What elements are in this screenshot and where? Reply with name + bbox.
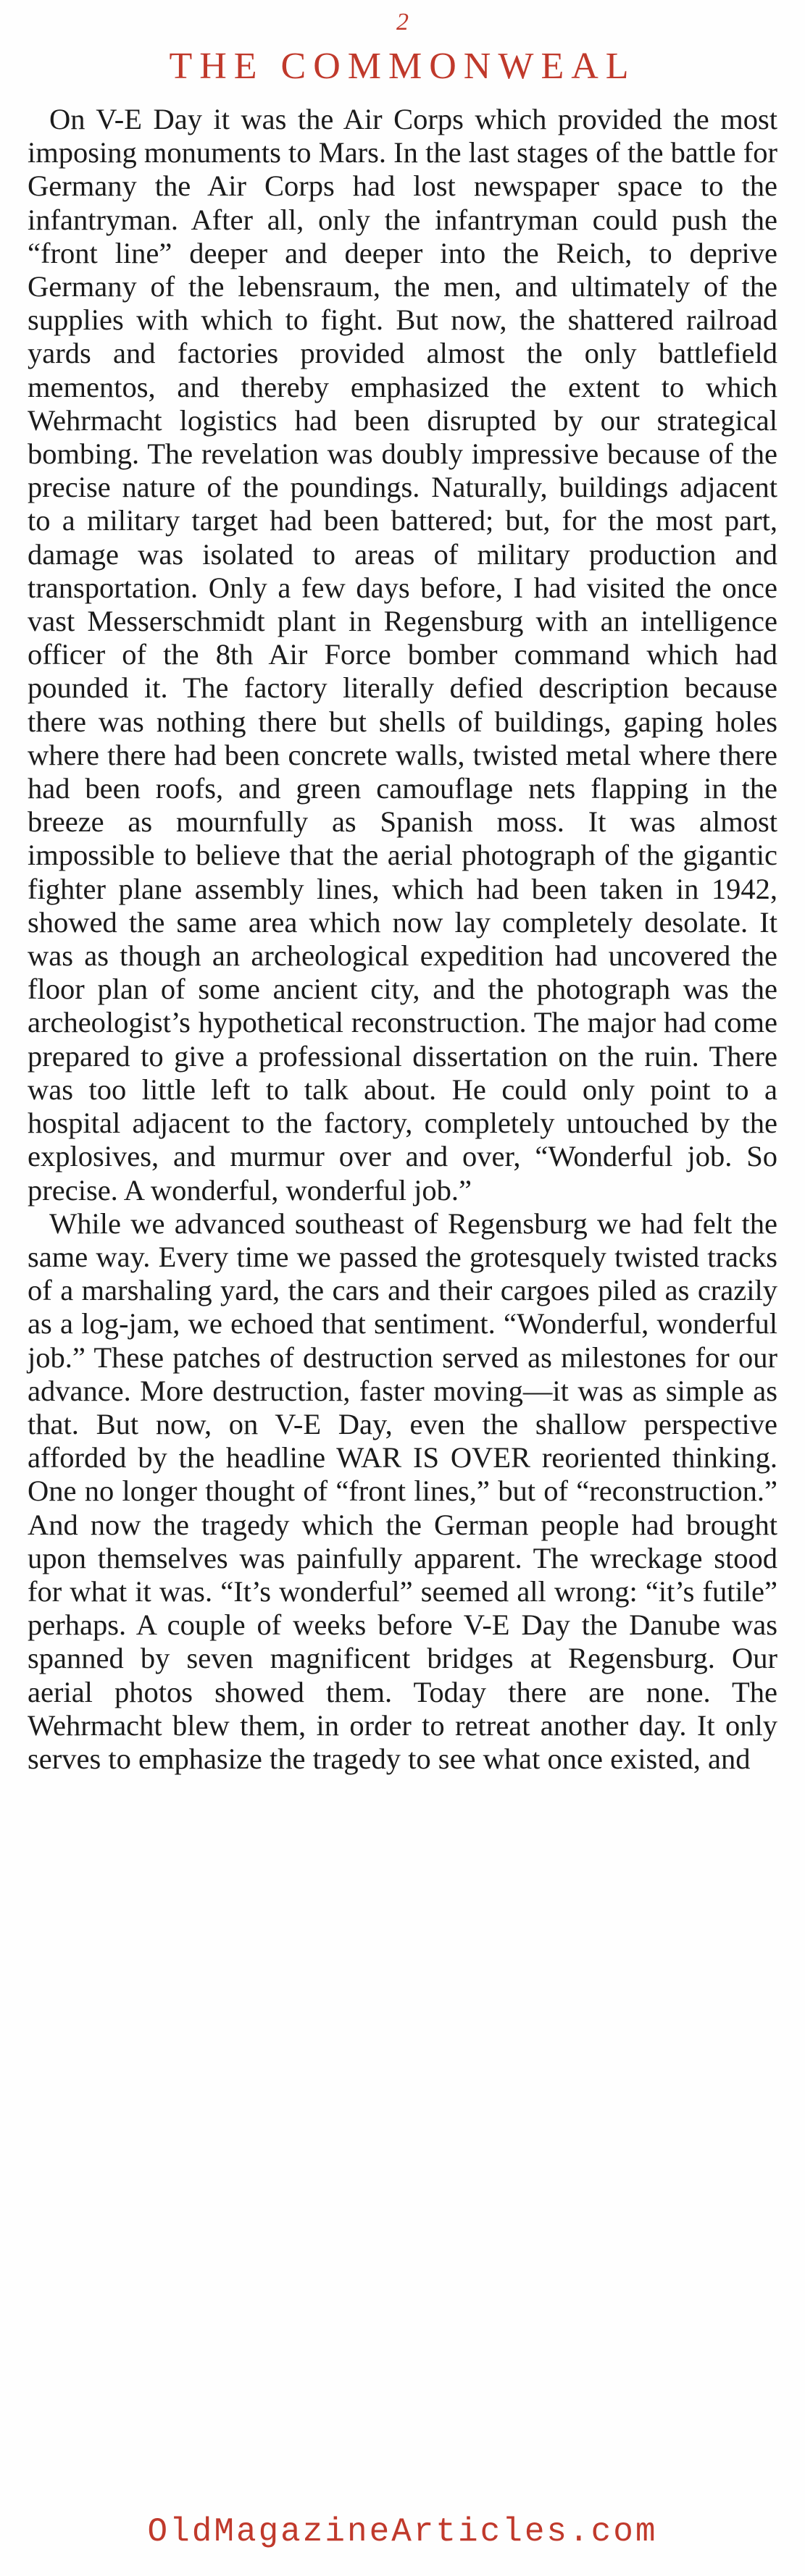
site-watermark[interactable]: OldMagazineArticles.com	[147, 2513, 658, 2551]
article-paragraph-2: While we advanced southeast of Regensburg we had felt the same way. Every time we passed the grotesquely twisted tracks of a marshaling yard, the cars and their cargoes piled as crazily as a log-jam, we echoed that sentiment. “Wonderful, wonderful job.” These patches of destruction served as milestones for our advance. More destruction, faster moving—it was as simple as that. But now, on V-E Day, even the shallow perspective afforded by the headline WAR IS OVER reoriented thinking. One no longer thought of “front lines,” but of “reconstruction.” And now the tragedy which the German people had brought upon themselves was painfully apparent. The wreckage stood for what it was. “It’s wonderful” seemed all wrong: “it’s futile” perhaps. A couple of weeks before V-E Day the Danube was spanned by seven magnificent bridges at Regensburg. Our aerial photos showed them. Today there are none. The Wehrmacht blew them, in order to retreat another day. It only serves to emphasize the tragedy to see what once existed, and	[28, 1207, 777, 1775]
article-body	[28, 103, 777, 1776]
publication-title: THE COMMONWEAL	[169, 46, 636, 87]
article-paragraph-1: On V-E Day it was the Air Corps which provided the most imposing monuments to Mars. In the last stages of the battle for Germany the Air Corps had lost newspaper space to the infantryman. After all, only the infantryman could push the “front line” deeper and deeper into the Reich, to deprive Germany of the lebensraum, the men, and ultimately of the supplies with which to fight. But now, the shattered railroad yards and factories provided almost the only battlefield mementos, and thereby emphasized the extent to which Wehrmacht logistics had been disrupted by our strategical bombing. The revelation was doubly impressive because of the precise nature of the poundings. Naturally, buildings adjacent to a military target had been battered; but, for the most part, damage was isolated to areas of military production and transportation. Only a few days before, I had visited the once vast Messerschmidt plant in Regensburg with an intelligence officer of the 8th Air Force bomber command which had pounded it. The factory literally defied description because there was nothing there but shells of buildings, gaping holes where there had been concrete walls, twisted metal where there had been roofs, and green camouflage nets flapping in the breeze as mournfully as Spanish moss. It was almost impossible to believe that the aerial photograph of the gigantic fighter plane assembly lines, which had been taken in 1942, showed the same area which now lay completely desolate. It was as though an archeological expedition had uncovered the floor plan of some ancient city, and the photograph was the archeologist’s hypothetical reconstruction. The major had come prepared to give a professional dissertation on the ruin. There was too little left to talk about. He could only point to a hospital adjacent to the factory, completely untouched by the explosives, and murmur over and over, “Wonderful job. So precise. A wonderful, wonderful job.”	[28, 103, 777, 1207]
page-number: 2	[396, 9, 409, 35]
